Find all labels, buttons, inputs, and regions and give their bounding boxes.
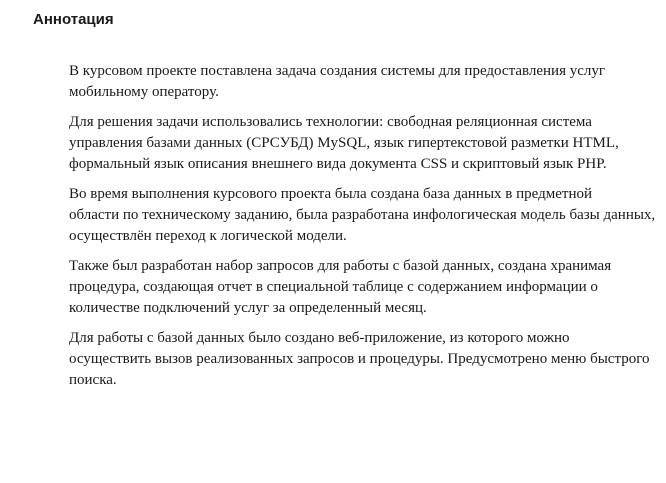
paragraph-line: области по техническому заданию, была разработана инфологическая модель базы данных, [69,207,656,223]
paragraph-line: управления базами данных (СРСУБД) MySQL, язык гипертекстовой разметки HTML, [69,135,619,151]
page-title: Аннотация [33,11,114,28]
paragraph-line: формальный язык описания внешнего вида документа CSS и скриптовый язык PHP. [69,156,607,172]
paragraph-line: количестве подключений услуг за определенный месяц. [69,300,427,316]
paragraph-line: Также был разработан набор запросов для работы с базой данных, создана хранимая [69,258,612,274]
paragraph-line: В курсовом проекте поставлена задача создания системы для предоставления услуг [69,63,606,79]
paragraph-2 [33,112,629,175]
paragraph-line: мобильному оператору. [69,84,219,100]
paragraph-line: осуществить вызов реализованных запросов и процедуры. Предусмотрено меню быстрого [69,351,650,367]
paragraph-3 [33,184,656,247]
paragraph-5 [33,328,650,391]
document-body [33,61,656,391]
paragraph-line: Во время выполнения курсового проекта была создана база данных в предметной [69,186,592,202]
paragraph-line: поиска. [69,372,117,388]
paragraph-1 [33,61,629,103]
paragraph-line: Для решения задачи использовались технологии: свободная реляционная система [69,114,592,130]
paragraph-4 [33,256,629,319]
paragraph-line: осуществлён переход к логической модели. [69,228,347,244]
paragraph-line: процедура, создающая отчет в специальной таблице с содержанием информации о [69,279,598,295]
paragraph-line: Для работы с базой данных было создано веб-приложение, из которого можно [69,330,570,346]
